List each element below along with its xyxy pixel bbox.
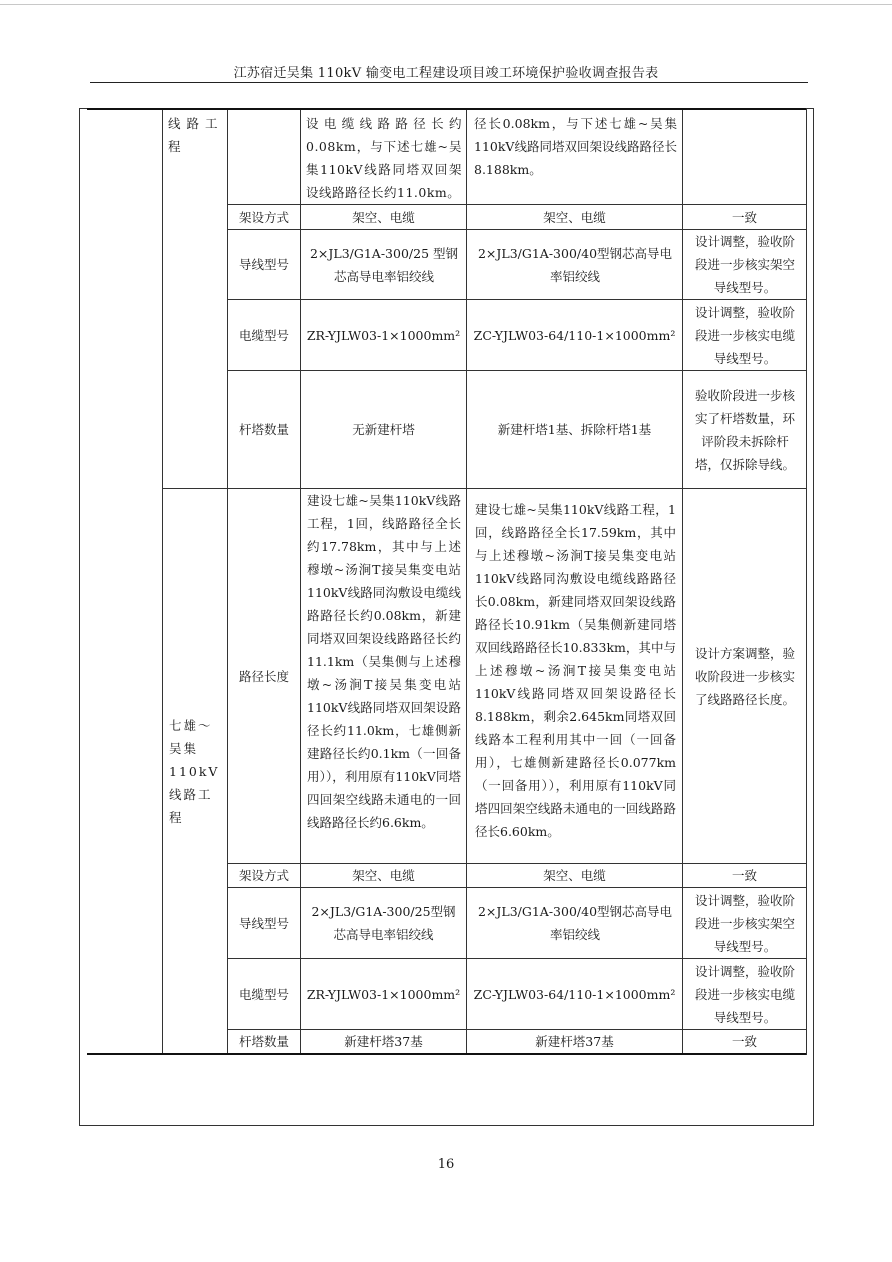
section2-length-actual: 建设七雄~吴集110kV线路工程，1回，线路路径全长17.59km，其中与上述穆墩~汤涧T接吴集变电站110kV线路同沟敷设电缆线路路径长0.08km，新建同塔双回架设线路路径长10.91km（吴集侧新建同塔双回线路路径长10.833km，其中与上述穆墩~汤涧T接吴集变电站110kV线路同塔双回架设路径长8.188km，剩余2.645km同塔双回线路本工程利用其中一回（一回备用），七雄侧新建路径长0.077km（一回备用）），利用原有110kV同塔四回架空线路未通电的一回线路路径长6.60km。: [475, 502, 676, 839]
section2-length-env: 建设七雄~吴集110kV线路工程，1回，线路路径全长约17.78km，其中与上述穆墩~汤涧T接吴集变电站110kV线路同沟敷设电缆线路路径长约0.08km，新建同塔双回架设线路路径长约11.1km（吴集侧与上述穆墩~汤涧T接吴集变电站110kV线路同塔双回架设路径长约11.0km，七雄侧新建路径长约0.1km（一回备用）），利用原有110kV同塔四回架空线路未通电的一回线路路径长约6.6km。: [307, 493, 461, 830]
row-note: 验收阶段进一步核实了杆塔数量，环评阶段未拆除杆塔，仅拆除导线。: [694, 387, 795, 472]
row-actual-value: 2×JL3/G1A-300/40型钢芯高导电率铝绞线: [477, 904, 673, 942]
row-env-value: 架空、电缆: [352, 868, 415, 883]
row-env-value: 无新建杆塔: [352, 422, 415, 437]
section1-group-label: 线路工程: [168, 116, 224, 154]
row-actual-value: 2×JL3/G1A-300/40型钢芯高导电率铝绞线: [477, 245, 673, 284]
header-underline: [90, 82, 808, 83]
section1-length-env: 设电缆线路路径长约0.08km，与下述七雄~吴集110kV线路同塔双回架设线路路径长约11.0km。: [306, 116, 462, 200]
row-label: 杆塔数量: [238, 1034, 289, 1049]
row-actual-value: 架空、电缆: [543, 868, 606, 883]
row-note: 一致: [731, 868, 757, 883]
row-env-value: 2×JL3/G1A-300/25 型钢芯高导电率铝绞线: [309, 245, 459, 284]
section1-length-actual: 径长0.08km，与下述七雄~吴集110kV线路同塔双回架设线路路径长8.188km。: [474, 116, 677, 177]
section2-length-note: 设计方案调整，验收阶段进一步核实了线路路径长度。: [694, 645, 795, 707]
section2-group-label: 七雄～吴集110kV线路工程: [169, 717, 220, 825]
row-env-value: 新建杆塔37基: [344, 1034, 423, 1049]
top-edge-rule: [0, 4, 892, 5]
row-label: 电缆型号: [238, 327, 289, 343]
row-actual-value: 新建杆塔1基、拆除杆塔1基: [497, 422, 652, 437]
row-note: 设计调整，验收阶段进一步核实电缆导线型号。: [694, 304, 795, 366]
row-actual-value: ZC-YJLW03-64/110-1×1000mm²: [473, 327, 676, 343]
row-label: 架设方式: [238, 868, 289, 883]
row-label: 路径长度: [238, 668, 289, 684]
table-top-rule: [87, 108, 806, 110]
row-label: 导线型号: [238, 257, 289, 272]
row-label: 杆塔数量: [238, 422, 289, 437]
row-env-value: 架空、电缆: [352, 209, 415, 225]
row-label: 架设方式: [238, 209, 289, 225]
row-actual-value: 新建杆塔37基: [535, 1034, 614, 1049]
row-note: 一致: [731, 209, 757, 225]
row-note: 设计调整，验收阶段进一步核实架空导线型号。: [694, 234, 795, 295]
row-actual-value: ZC-YJLW03-64/110-1×1000mm²: [473, 986, 676, 1002]
row-note: 一致: [731, 1034, 757, 1049]
table-bottom-rule: [87, 1053, 806, 1055]
report-header-title: 江苏宿迁吴集 110kV 输变电工程建设项目竣工环境保护验收调查报告表: [233, 66, 659, 81]
row-label: 电缆型号: [238, 986, 289, 1002]
row-note: 设计调整，验收阶段进一步核实架空导线型号。: [694, 892, 795, 954]
row-env-value: 2×JL3/G1A-300/25型钢芯高导电率铝绞线: [311, 904, 456, 942]
row-env-value: ZR-YJLW03-1×1000mm²: [306, 986, 461, 1002]
row-note: 设计调整，验收阶段进一步核实电缆导线型号。: [694, 963, 795, 1025]
row-env-value: ZR-YJLW03-1×1000mm²: [306, 327, 461, 343]
row-actual-value: 架空、电缆: [543, 209, 606, 225]
page-number: 16: [437, 1157, 455, 1172]
row-label: 导线型号: [238, 915, 289, 931]
